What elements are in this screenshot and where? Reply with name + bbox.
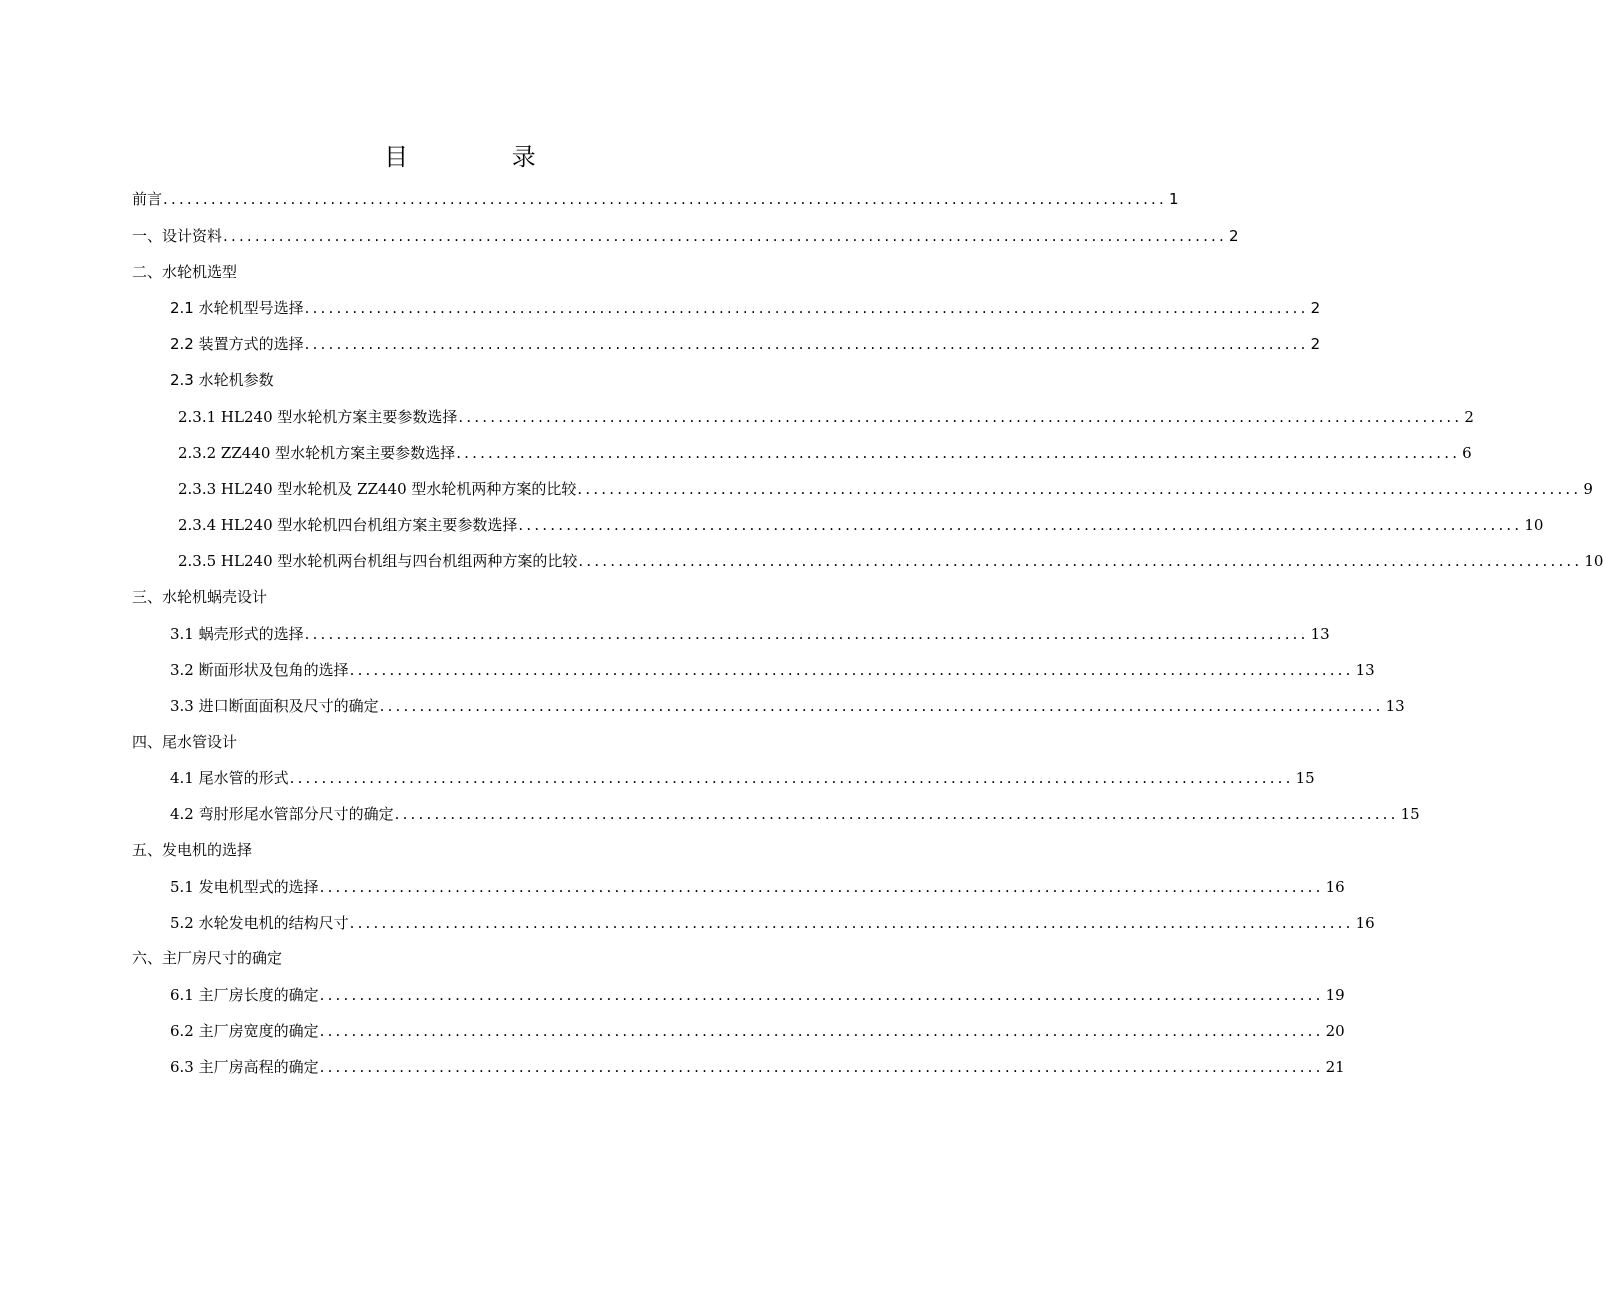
toc-entry[interactable] <box>178 402 1474 428</box>
page-title: 目 录 <box>384 143 584 171</box>
toc-entry-label: 4.1 尾水管的形式 <box>170 769 289 787</box>
toc-section-heading[interactable]: 四、尾水管设计 <box>132 733 238 751</box>
toc-entry-label: 前言 <box>132 190 163 208</box>
dot-leader: .............................................................................................................................. <box>304 335 1309 353</box>
toc-entry-page: 15 <box>1295 769 1315 787</box>
dot-leader: .............................................................................................................................. <box>319 986 1324 1004</box>
toc-entry-page: 21 <box>1325 1058 1345 1076</box>
toc-entry-page: 9 <box>1583 480 1593 498</box>
toc-entry-page: 16 <box>1355 914 1375 932</box>
toc-section-heading[interactable]: 二、水轮机选型 <box>132 263 238 281</box>
toc-entry[interactable] <box>170 763 1315 789</box>
toc-entry-page: 1 <box>1169 190 1179 208</box>
toc-entry-page: 6 <box>1462 444 1472 462</box>
toc-entry-label: 6.1 主厂房长度的确定 <box>170 986 319 1004</box>
dot-leader: .............................................................................................................................. <box>349 661 1354 679</box>
toc-entry[interactable] <box>170 980 1345 1006</box>
toc-entry[interactable] <box>170 1016 1345 1042</box>
toc-entry[interactable] <box>170 655 1375 681</box>
dot-leader: .............................................................................................................................. <box>319 878 1324 896</box>
toc-entry[interactable] <box>178 474 1593 500</box>
toc-entry[interactable] <box>170 293 1321 319</box>
toc-entry[interactable] <box>132 221 1239 247</box>
toc-section-heading[interactable]: 六、主厂房尺寸的确定 <box>132 949 283 967</box>
toc-entry-label: 4.2 弯肘形尾水管部分尺寸的确定 <box>170 805 394 823</box>
toc-entry-label: 5.1 发电机型式的选择 <box>170 878 319 896</box>
dot-leader: .............................................................................................................................. <box>319 1058 1324 1076</box>
toc-entry-label: 2.3.4 HL240 型水轮机四台机组方案主要参数选择 <box>178 516 518 534</box>
toc-entry[interactable] <box>170 799 1420 825</box>
toc-entry-label: 2.1 水轮机型号选择 <box>170 299 304 317</box>
toc-entry-page: 19 <box>1325 986 1345 1004</box>
toc-entry-label: 3.1 蜗壳形式的选择 <box>170 625 304 643</box>
dot-leader: .............................................................................................................................. <box>456 444 1461 462</box>
toc-entry-page: 2 <box>1310 299 1321 317</box>
toc-entry[interactable] <box>170 329 1321 355</box>
toc-entry-label: 一、设计资料 <box>132 227 223 245</box>
toc-entry[interactable] <box>170 872 1345 898</box>
dot-leader: .............................................................................................................................. <box>394 805 1399 823</box>
toc-subsection-heading[interactable]: 2.3 水轮机参数 <box>170 371 274 389</box>
toc-entry-label: 2.3.1 HL240 型水轮机方案主要参数选择 <box>178 408 458 426</box>
toc-entry-page: 13 <box>1385 697 1405 715</box>
toc-entry-label: 3.2 断面形状及包角的选择 <box>170 661 349 679</box>
dot-leader: .............................................................................................................................. <box>319 1022 1324 1040</box>
dot-leader: .............................................................................................................................. <box>578 552 1583 570</box>
toc-entry[interactable] <box>178 546 1603 572</box>
toc-entry-page: 10 <box>1584 552 1603 570</box>
dot-leader: .............................................................................................................................. <box>289 769 1294 787</box>
toc-entry-page: 16 <box>1325 878 1345 896</box>
toc-entry-label: 3.3 进口断面面积及尺寸的确定 <box>170 697 379 715</box>
toc-entry-page: 10 <box>1524 516 1544 534</box>
toc-entry-label: 5.2 水轮发电机的结构尺寸 <box>170 914 349 932</box>
toc-section-heading[interactable]: 五、发电机的选择 <box>132 841 253 859</box>
dot-leader: .............................................................................................................................. <box>304 625 1309 643</box>
toc-entry-label: 2.3.2 ZZ440 型水轮机方案主要参数选择 <box>178 444 456 462</box>
toc-entry-page: 2 <box>1229 227 1239 245</box>
toc-entry-label: 6.2 主厂房宽度的确定 <box>170 1022 319 1040</box>
dot-leader: .............................................................................................................................. <box>518 516 1523 534</box>
toc-entry-label: 2.3.3 HL240 型水轮机及 ZZ440 型水轮机两种方案的比较 <box>178 480 577 498</box>
toc-entry-page: 13 <box>1355 661 1375 679</box>
toc-entry[interactable] <box>178 510 1544 536</box>
toc-entry-page: 20 <box>1325 1022 1345 1040</box>
toc-entry[interactable] <box>170 908 1375 934</box>
toc-section-heading[interactable]: 三、水轮机蜗壳设计 <box>132 588 268 606</box>
toc-entry-label: 2.3.5 HL240 型水轮机两台机组与四台机组两种方案的比较 <box>178 552 578 570</box>
toc-entry[interactable] <box>178 438 1472 464</box>
toc-entry[interactable] <box>132 184 1179 210</box>
dot-leader: .............................................................................................................................. <box>349 914 1354 932</box>
toc-entry-label: 2.2 装置方式的选择 <box>170 335 304 353</box>
toc-entry-page: 15 <box>1400 805 1420 823</box>
toc-entry[interactable] <box>170 691 1405 717</box>
dot-leader: .............................................................................................................................. <box>304 299 1309 317</box>
dot-leader: .............................................................................................................................. <box>163 190 1167 208</box>
toc-entry[interactable] <box>170 1052 1345 1078</box>
toc-entry-label: 6.3 主厂房高程的确定 <box>170 1058 319 1076</box>
dot-leader: .............................................................................................................................. <box>458 408 1463 426</box>
dot-leader: .............................................................................................................................. <box>223 227 1227 245</box>
toc-entry[interactable] <box>170 619 1330 645</box>
dot-leader: .............................................................................................................................. <box>577 480 1582 498</box>
toc-entry-page: 2 <box>1464 408 1474 426</box>
toc-entry-page: 13 <box>1310 625 1330 643</box>
dot-leader: .............................................................................................................................. <box>379 697 1384 715</box>
toc-entry-page: 2 <box>1310 335 1321 353</box>
